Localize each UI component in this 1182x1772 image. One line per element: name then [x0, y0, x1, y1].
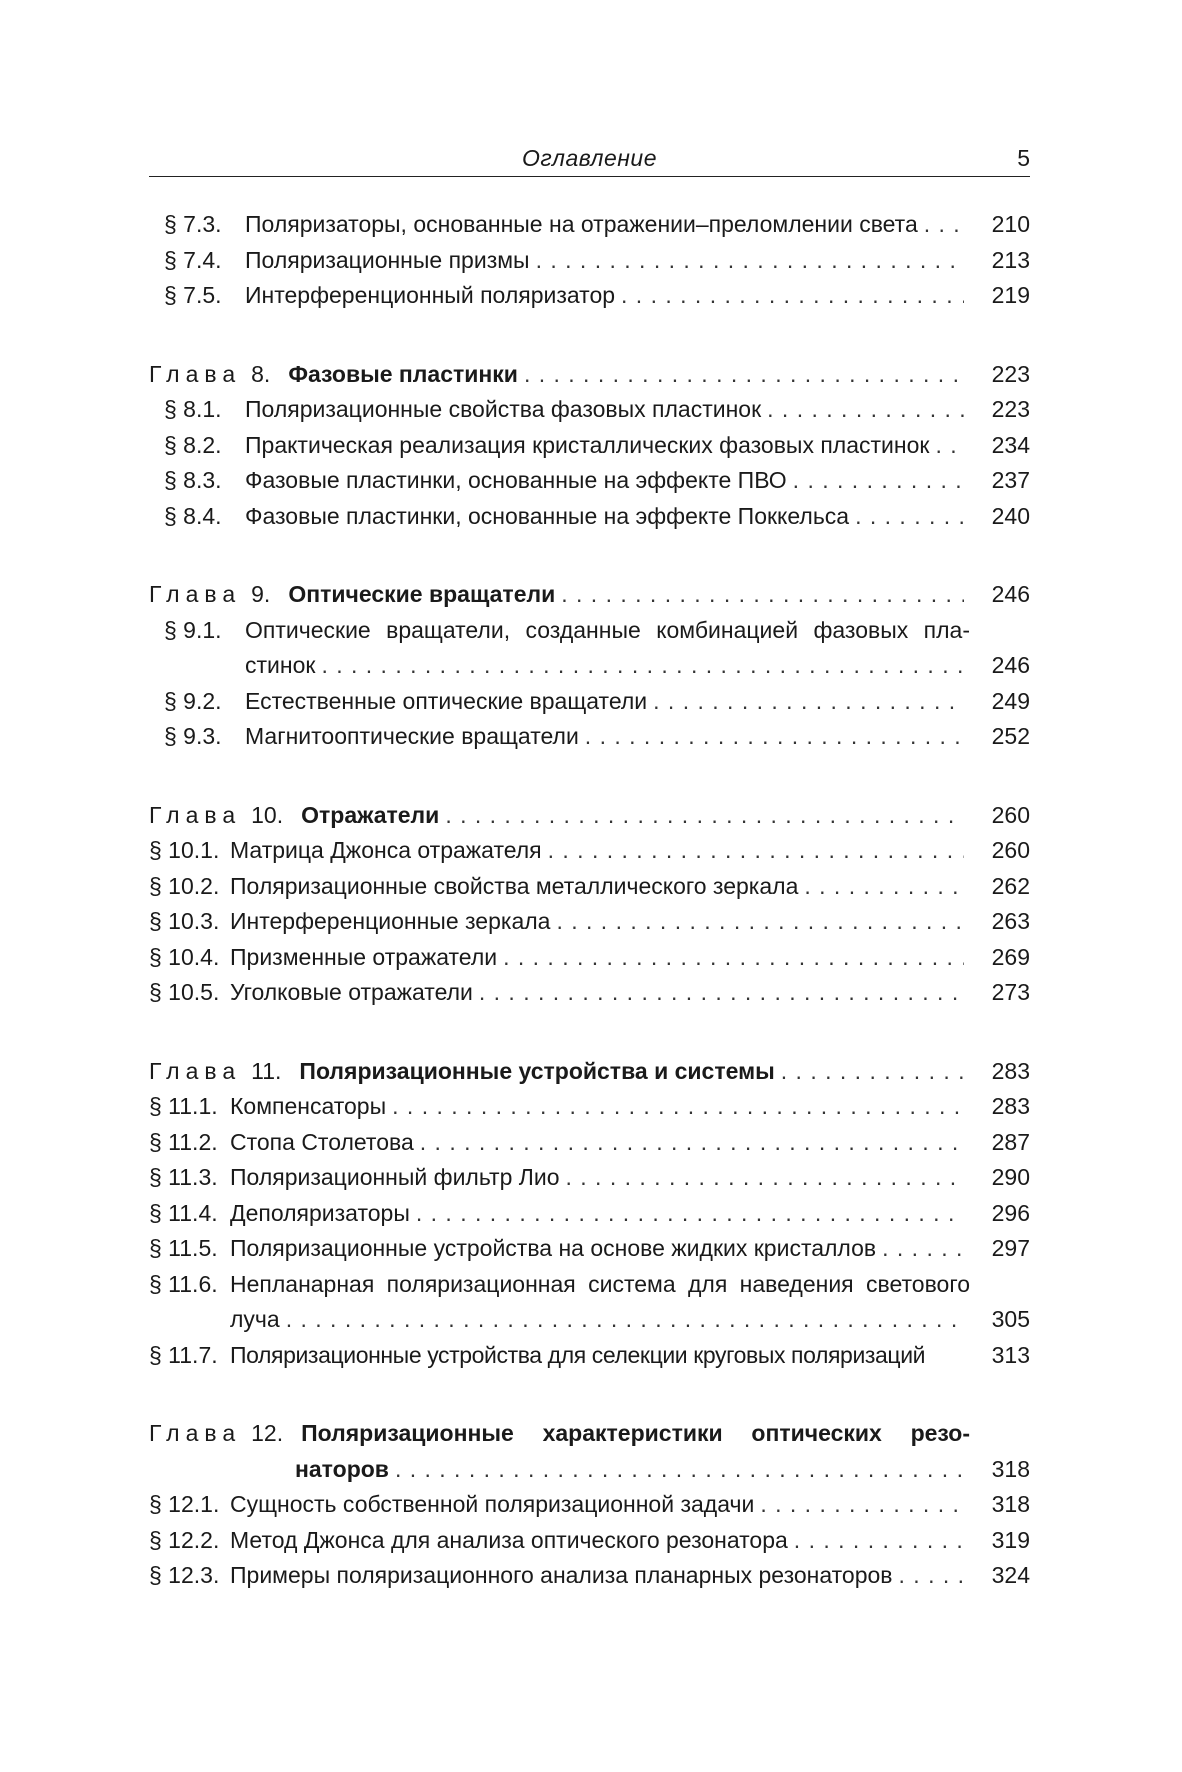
toc-entry-9-3[interactable] — [149, 719, 1030, 755]
leader-dots — [565, 1160, 964, 1196]
leader-dots — [479, 975, 964, 1011]
chapter-number: 12. — [251, 1420, 284, 1446]
section-title-line2: стинок — [245, 652, 316, 678]
section-page: 219 — [991, 282, 1030, 308]
section-number: § 11.7. — [149, 1341, 218, 1368]
toc-entry-10-1[interactable] — [149, 833, 1030, 869]
chapter-number: 8. — [251, 360, 271, 387]
section-number: § 7.3. — [164, 211, 222, 237]
chapter-12 — [149, 1416, 1030, 1594]
section-number: § 8.1. — [164, 396, 222, 422]
section-title: Практическая реализация кристаллических фазовых пластинок — [245, 431, 930, 458]
section-page: 223 — [991, 396, 1030, 422]
section-title: Поляризационные устройства на основе жидких кристаллов — [230, 1235, 877, 1261]
chapter-page: 283 — [991, 1057, 1030, 1084]
leader-dots — [781, 1054, 964, 1090]
chapter-title-line2: наторов — [295, 1455, 389, 1482]
section-page: 324 — [991, 1562, 1030, 1588]
running-header — [149, 140, 1030, 177]
section-page: 210 — [991, 211, 1030, 237]
toc-entry-11-3[interactable] — [149, 1160, 1030, 1196]
leader-dots — [855, 499, 964, 535]
section-number: § 10.5. — [149, 979, 220, 1005]
section-page: 269 — [991, 943, 1030, 970]
toc-entry-11-6[interactable] — [149, 1267, 1030, 1303]
leader-dots — [524, 357, 964, 393]
section-number: § 8.3. — [164, 467, 222, 493]
section-title: Интерференционный поляризатор — [245, 282, 616, 308]
section-number: § 12.1. — [149, 1491, 220, 1517]
toc-entry-10-4[interactable] — [149, 940, 1030, 976]
chapter-number: 11. — [251, 1057, 282, 1084]
leader-dots — [767, 392, 964, 428]
section-page: 237 — [991, 467, 1030, 493]
chapter-page: 223 — [991, 360, 1030, 387]
section-title-line1: Оптические вращатели, созданные комбинацией фазовых пла- — [245, 616, 970, 643]
toc-entry-7-3[interactable] — [149, 207, 1030, 243]
section-number: § 8.4. — [164, 502, 222, 529]
section-title: Поляризационный фильтр Лио — [230, 1164, 560, 1190]
section-number: § 12.2. — [149, 1526, 220, 1553]
toc-entry-9-2[interactable] — [149, 684, 1030, 720]
section-number: § 9.1. — [164, 616, 222, 643]
chapter-title: Оптические вращатели — [288, 581, 556, 607]
section-title: Поляризационные устройства для селекции круговых поляризаций — [230, 1341, 926, 1368]
section-page: 249 — [991, 687, 1030, 714]
section-number: § 8.2. — [164, 431, 222, 458]
toc-entry-8-2[interactable] — [149, 428, 1030, 464]
section-number: § 10.2. — [149, 872, 220, 899]
section-number: § 11.3. — [149, 1164, 218, 1190]
toc-chapter-10[interactable] — [149, 798, 1030, 834]
toc-chapter-12-cont[interactable] — [149, 1452, 1030, 1488]
section-number: § 11.2. — [149, 1128, 218, 1155]
section-title: Сущность собственной поляризационной задачи — [230, 1491, 755, 1517]
toc-entry-11-7[interactable] — [149, 1338, 1030, 1374]
section-page: 234 — [991, 431, 1030, 458]
leader-dots — [794, 1523, 964, 1559]
section-page: 318 — [991, 1491, 1030, 1517]
section-number: § 9.2. — [164, 687, 222, 714]
toc-chapter-12[interactable] — [149, 1416, 1030, 1452]
section-number: § 12.3. — [149, 1562, 220, 1588]
toc-entry-12-3[interactable] — [149, 1558, 1030, 1594]
section-page: 287 — [991, 1128, 1030, 1155]
leader-dots — [585, 719, 964, 755]
chapter-page: 246 — [991, 581, 1030, 607]
section-page: 240 — [991, 502, 1030, 529]
section-page: 246 — [991, 652, 1030, 678]
leader-dots — [882, 1231, 964, 1267]
section-title: Фазовые пластинки, основанные на эффекте ПВО — [245, 467, 787, 493]
chapter-title-line1: Поляризационные характеристики оптических резо- — [301, 1420, 970, 1446]
toc-entry-11-2[interactable] — [149, 1125, 1030, 1161]
leader-dots — [536, 243, 964, 279]
section-title: Стопа Столетова — [230, 1128, 414, 1155]
section-page: 313 — [991, 1341, 1030, 1368]
section-page: 262 — [991, 872, 1030, 899]
toc-entry-11-5[interactable] — [149, 1231, 1030, 1267]
toc-entry-8-3[interactable] — [149, 463, 1030, 499]
chapter-title: Отражатели — [301, 801, 440, 828]
toc-chapter-11[interactable] — [149, 1054, 1030, 1090]
section-title: Поляризационные свойства фазовых пластинок — [245, 396, 762, 422]
page-number: 5 — [1017, 145, 1030, 171]
toc-entry-9-1-cont[interactable] — [149, 648, 1030, 684]
running-header-title: Оглавление — [522, 145, 657, 171]
leader-dots — [395, 1452, 964, 1488]
section-number: § 9.3. — [164, 723, 222, 749]
section-title: Призменные отражатели — [230, 943, 498, 970]
section-page: 296 — [991, 1199, 1030, 1226]
section-title: Компенсаторы — [230, 1093, 387, 1119]
leader-dots — [556, 904, 964, 940]
section-page: 252 — [991, 723, 1030, 749]
section-number: § 11.1. — [149, 1093, 218, 1119]
leader-dots — [321, 648, 964, 684]
chapter-page: 318 — [991, 1455, 1030, 1482]
chapter-label: Глава — [149, 1057, 242, 1084]
toc-entry-10-3[interactable] — [149, 904, 1030, 940]
section-number: § 11.5. — [149, 1235, 218, 1261]
leader-dots — [621, 278, 964, 314]
chapter-label: Глава — [149, 801, 242, 828]
toc-entry-11-1[interactable] — [149, 1089, 1030, 1125]
toc-chapter-9[interactable] — [149, 577, 1030, 613]
chapter-number: 10. — [251, 801, 284, 828]
section-number: § 10.3. — [149, 908, 220, 934]
chapter-8 — [149, 357, 1030, 535]
toc-entry-7-4[interactable] — [149, 243, 1030, 279]
leader-dots — [804, 869, 964, 905]
toc-entry-9-1[interactable] — [149, 613, 1030, 649]
section-title: Примеры поляризационного анализа планарных резонаторов — [230, 1562, 893, 1588]
leader-dots — [760, 1487, 964, 1523]
toc-entry-8-4[interactable] — [149, 499, 1030, 535]
section-page: 297 — [991, 1235, 1030, 1261]
section-title: Естественные оптические вращатели — [245, 687, 648, 714]
chapter-label: Глава — [149, 360, 242, 387]
toc-entry-10-2[interactable] — [149, 869, 1030, 905]
leader-dots — [286, 1302, 964, 1338]
toc-entry-11-6-cont[interactable] — [149, 1302, 1030, 1338]
leader-dots — [503, 940, 964, 976]
section-page: 319 — [991, 1526, 1030, 1553]
leader-dots — [899, 1558, 964, 1594]
toc-chapter-8[interactable] — [149, 357, 1030, 393]
section-title: Магнитооптические вращатели — [245, 723, 579, 749]
section-title: Фазовые пластинки, основанные на эффекте Поккельса — [245, 502, 850, 529]
section-number: § 10.1. — [149, 837, 220, 863]
leader-dots — [420, 1125, 964, 1161]
section-title: Интерференционные зеркала — [230, 908, 551, 934]
section-title: Деполяризаторы — [230, 1199, 410, 1226]
chapter-label: Глава — [149, 1420, 242, 1446]
section-title: Метод Джонса для анализа оптического резонатора — [230, 1526, 788, 1553]
section-number: § 7.4. — [164, 246, 222, 273]
section-page: 260 — [991, 837, 1030, 863]
section-page: 263 — [991, 908, 1030, 934]
section-title-line1: Непланарная поляризационная система для наведения светового — [230, 1270, 970, 1297]
chapter-number: 9. — [251, 581, 271, 607]
leader-dots — [561, 577, 964, 613]
chapter-7-sections — [149, 207, 1030, 314]
section-page: 273 — [991, 979, 1030, 1005]
chapter-10 — [149, 798, 1030, 1011]
table-of-contents — [149, 207, 1030, 1594]
chapter-title: Поляризационные устройства и системы — [299, 1057, 775, 1084]
section-page: 283 — [991, 1093, 1030, 1119]
section-number: § 11.4. — [149, 1199, 218, 1226]
chapter-label: Глава — [149, 581, 242, 607]
leader-dots — [935, 428, 964, 464]
toc-page — [149, 140, 1030, 1594]
chapter-page: 260 — [991, 801, 1030, 828]
leader-dots — [653, 684, 964, 720]
leader-dots — [445, 798, 964, 834]
section-title: Поляризаторы, основанные на отражении–преломлении света — [245, 211, 918, 237]
section-number: § 11.6. — [149, 1270, 218, 1297]
section-page: 213 — [991, 246, 1030, 273]
section-page: 305 — [991, 1306, 1030, 1332]
section-title: Уголковые отражатели — [230, 979, 473, 1005]
section-page: 290 — [991, 1164, 1030, 1190]
toc-entry-12-2[interactable] — [149, 1523, 1030, 1559]
toc-entry-7-5[interactable] — [149, 278, 1030, 314]
leader-dots — [416, 1196, 964, 1232]
leader-dots — [392, 1089, 964, 1125]
leader-dots — [793, 463, 964, 499]
section-number: § 10.4. — [149, 943, 220, 970]
chapter-11 — [149, 1054, 1030, 1374]
toc-entry-12-1[interactable] — [149, 1487, 1030, 1523]
section-title: Поляризационные свойства металлического зеркала — [230, 872, 799, 899]
leader-dots — [548, 833, 964, 869]
toc-entry-8-1[interactable] — [149, 392, 1030, 428]
section-number: § 7.5. — [164, 282, 222, 308]
chapter-9 — [149, 577, 1030, 755]
leader-dots — [924, 207, 964, 243]
section-title: Поляризационные призмы — [245, 246, 530, 273]
chapter-title: Фазовые пластинки — [288, 360, 518, 387]
section-title-line2: луча — [230, 1306, 280, 1332]
toc-entry-11-4[interactable] — [149, 1196, 1030, 1232]
toc-entry-10-5[interactable] — [149, 975, 1030, 1011]
section-title: Матрица Джонса отражателя — [230, 837, 542, 863]
